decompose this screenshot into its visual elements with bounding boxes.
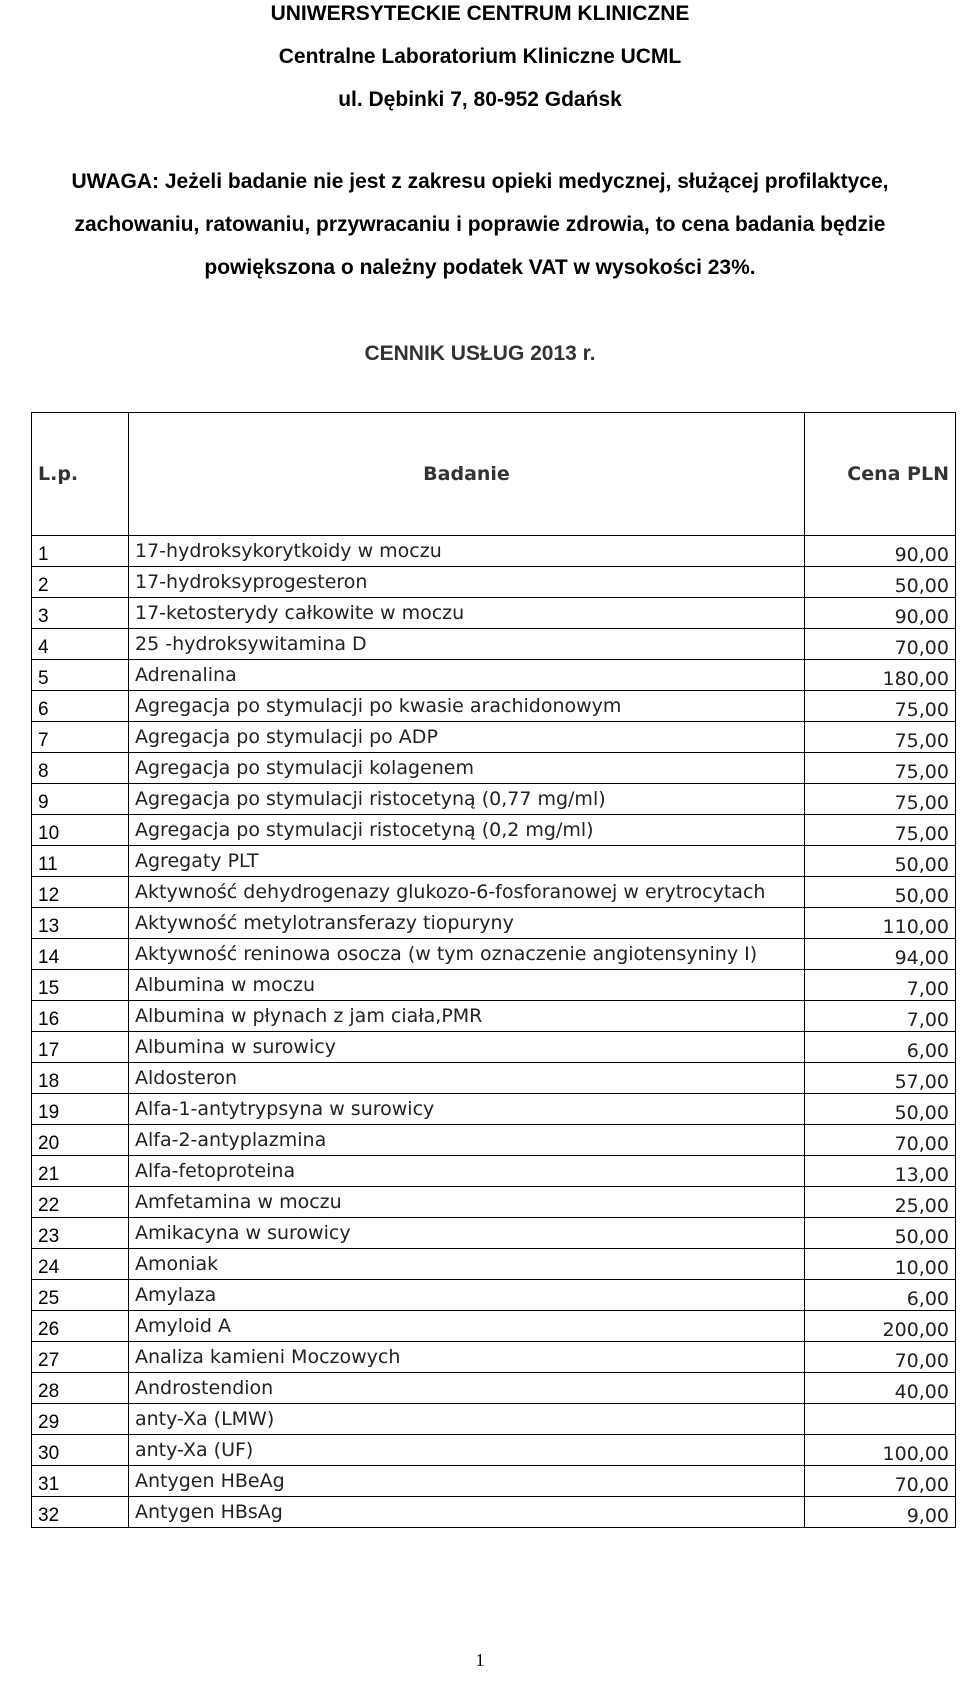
- cell-lp: 5: [32, 660, 129, 691]
- cell-price: 90,00: [805, 598, 956, 629]
- column-header-price: Cena PLN: [805, 413, 956, 536]
- cell-lp: 10: [32, 815, 129, 846]
- cell-lp: 26: [32, 1311, 129, 1342]
- table-row: [32, 536, 956, 567]
- table-row: [32, 1156, 956, 1187]
- column-header-test: Badanie: [129, 413, 805, 536]
- cell-lp: 7: [32, 722, 129, 753]
- cell-price: 6,00: [805, 1032, 956, 1063]
- cell-price: 50,00: [805, 1218, 956, 1249]
- table-row: [32, 939, 956, 970]
- cell-lp: 25: [32, 1280, 129, 1311]
- cell-test-name: Aktywność reninowa osocza (w tym oznaczenie angiotensyniny I): [129, 939, 805, 970]
- cell-price: 10,00: [805, 1249, 956, 1280]
- cell-test-name: Alfa-2-antyplazmina: [129, 1125, 805, 1156]
- table-row: [32, 1249, 956, 1280]
- cell-test-name: Amylaza: [129, 1280, 805, 1311]
- table-row: [32, 567, 956, 598]
- cell-price: 40,00: [805, 1373, 956, 1404]
- cell-lp: 20: [32, 1125, 129, 1156]
- cell-price: 200,00: [805, 1311, 956, 1342]
- cell-test-name: anty-Xa (LMW): [129, 1404, 805, 1435]
- table-row: [32, 1311, 956, 1342]
- price-table: [31, 412, 956, 1528]
- table-row: [32, 1280, 956, 1311]
- table-row: [32, 1404, 956, 1435]
- table-row: [32, 815, 956, 846]
- cell-lp: 15: [32, 970, 129, 1001]
- cell-price: 7,00: [805, 970, 956, 1001]
- cell-lp: 32: [32, 1497, 129, 1528]
- cell-test-name: 17-hydroksykorytkoidy w moczu: [129, 536, 805, 567]
- cell-price: 100,00: [805, 1435, 956, 1466]
- cell-lp: 13: [32, 908, 129, 939]
- cell-lp: 2: [32, 567, 129, 598]
- cell-price: 9,00: [805, 1497, 956, 1528]
- table-row: [32, 846, 956, 877]
- cell-price: 70,00: [805, 1466, 956, 1497]
- notice-line-1: UWAGA: Jeżeli badanie nie jest z zakresu opieki medycznej, służącej profilaktyce,: [71, 170, 889, 193]
- cell-price: 75,00: [805, 753, 956, 784]
- table-row: [32, 1466, 956, 1497]
- cell-lp: 24: [32, 1249, 129, 1280]
- table-row: [32, 598, 956, 629]
- cell-lp: 6: [32, 691, 129, 722]
- cell-lp: 14: [32, 939, 129, 970]
- table-row: [32, 753, 956, 784]
- cell-test-name: Agregacja po stymulacji ristocetyną (0,2 mg/ml): [129, 815, 805, 846]
- cell-lp: 4: [32, 629, 129, 660]
- cell-test-name: Amikacyna w surowicy: [129, 1218, 805, 1249]
- cell-price: [805, 1404, 956, 1435]
- cell-test-name: Amfetamina w moczu: [129, 1187, 805, 1218]
- cell-test-name: 17-ketosterydy całkowite w moczu: [129, 598, 805, 629]
- cell-lp: 28: [32, 1373, 129, 1404]
- cell-lp: 23: [32, 1218, 129, 1249]
- cell-lp: 18: [32, 1063, 129, 1094]
- cell-test-name: anty-Xa (UF): [129, 1435, 805, 1466]
- table-row: [32, 1125, 956, 1156]
- cell-price: 75,00: [805, 691, 956, 722]
- address: ul. Dębinki 7, 80-952 Gdańsk: [338, 88, 622, 111]
- cell-lp: 31: [32, 1466, 129, 1497]
- cell-price: 180,00: [805, 660, 956, 691]
- cell-price: 75,00: [805, 815, 956, 846]
- cell-lp: 8: [32, 753, 129, 784]
- vat-notice: [8, 160, 952, 289]
- cell-test-name: Aktywność metylotransferazy tiopuryny: [129, 908, 805, 939]
- cell-lp: 30: [32, 1435, 129, 1466]
- cell-test-name: Alfa-1-antytrypsyna w surowicy: [129, 1094, 805, 1125]
- cell-test-name: Analiza kamieni Moczowych: [129, 1342, 805, 1373]
- department-name: Centralne Laboratorium Kliniczne UCML: [278, 45, 682, 68]
- cell-test-name: 25 -hydroksywitamina D: [129, 629, 805, 660]
- cell-test-name: 17-hydroksyprogesteron: [129, 567, 805, 598]
- cell-test-name: Androstendion: [129, 1373, 805, 1404]
- table-row: [32, 877, 956, 908]
- table-row: [32, 1497, 956, 1528]
- notice-line-2: zachowaniu, ratowaniu, przywracaniu i poprawie zdrowia, to cena badania będzie: [74, 213, 886, 236]
- cell-test-name: Agregaty PLT: [129, 846, 805, 877]
- document-header: [0, 0, 960, 121]
- cell-test-name: Amoniak: [129, 1249, 805, 1280]
- institution-name: UNIWERSYTECKIE CENTRUM KLINICZNE: [270, 2, 690, 25]
- cell-price: 7,00: [805, 1001, 956, 1032]
- cell-price: 75,00: [805, 722, 956, 753]
- cell-price: 50,00: [805, 877, 956, 908]
- cell-price: 50,00: [805, 567, 956, 598]
- cell-price: 50,00: [805, 1094, 956, 1125]
- cell-lp: 11: [32, 846, 129, 877]
- table-row: [32, 1094, 956, 1125]
- cell-lp: 3: [32, 598, 129, 629]
- cell-price: 57,00: [805, 1063, 956, 1094]
- cell-price: 110,00: [805, 908, 956, 939]
- table-row: [32, 1001, 956, 1032]
- table-row: [32, 1187, 956, 1218]
- cell-test-name: Adrenalina: [129, 660, 805, 691]
- cell-lp: 16: [32, 1001, 129, 1032]
- cell-price: 70,00: [805, 629, 956, 660]
- notice-line-3: powiększona o należny podatek VAT w wysokości 23%.: [204, 256, 756, 279]
- cell-lp: 1: [32, 536, 129, 567]
- price-list-title: CENNIK USŁUG 2013 r.: [364, 342, 596, 365]
- table-row: [32, 784, 956, 815]
- cell-price: 90,00: [805, 536, 956, 567]
- cell-test-name: Alfa-fetoproteina: [129, 1156, 805, 1187]
- cell-lp: 29: [32, 1404, 129, 1435]
- table-row: [32, 970, 956, 1001]
- cell-price: 6,00: [805, 1280, 956, 1311]
- cell-lp: 19: [32, 1094, 129, 1125]
- cell-test-name: Aldosteron: [129, 1063, 805, 1094]
- table-body: [32, 536, 956, 1528]
- cell-test-name: Albumina w moczu: [129, 970, 805, 1001]
- cell-test-name: Agregacja po stymulacji ristocetyną (0,77 mg/ml): [129, 784, 805, 815]
- cell-price: 75,00: [805, 784, 956, 815]
- table-row: [32, 629, 956, 660]
- cell-price: 13,00: [805, 1156, 956, 1187]
- cell-test-name: Albumina w płynach z jam ciała,PMR: [129, 1001, 805, 1032]
- cell-lp: 21: [32, 1156, 129, 1187]
- table-row: [32, 1032, 956, 1063]
- cell-test-name: Agregacja po stymulacji po kwasie arachidonowym: [129, 691, 805, 722]
- cell-lp: 9: [32, 784, 129, 815]
- cell-lp: 12: [32, 877, 129, 908]
- table-row: [32, 1063, 956, 1094]
- cell-lp: 17: [32, 1032, 129, 1063]
- table-header-row: [32, 413, 956, 536]
- cell-test-name: Antygen HBsAg: [129, 1497, 805, 1528]
- table-row: [32, 660, 956, 691]
- cell-test-name: Amyloid A: [129, 1311, 805, 1342]
- cell-lp: 27: [32, 1342, 129, 1373]
- cell-test-name: Albumina w surowicy: [129, 1032, 805, 1063]
- column-header-lp: L.p.: [32, 413, 129, 536]
- table-row: [32, 722, 956, 753]
- table-row: [32, 1435, 956, 1466]
- cell-price: 70,00: [805, 1125, 956, 1156]
- cell-test-name: Aktywność dehydrogenazy glukozo-6-fosforanowej w erytrocytach: [129, 877, 805, 908]
- cell-price: 70,00: [805, 1342, 956, 1373]
- cell-price: 50,00: [805, 846, 956, 877]
- table-row: [32, 908, 956, 939]
- cell-test-name: Agregacja po stymulacji po ADP: [129, 722, 805, 753]
- table-row: [32, 691, 956, 722]
- table-row: [32, 1218, 956, 1249]
- cell-test-name: Agregacja po stymulacji kolagenem: [129, 753, 805, 784]
- cell-price: 94,00: [805, 939, 956, 970]
- table-row: [32, 1373, 956, 1404]
- cell-test-name: Antygen HBeAg: [129, 1466, 805, 1497]
- cell-lp: 22: [32, 1187, 129, 1218]
- page-number: 1: [475, 1650, 485, 1670]
- table-row: [32, 1342, 956, 1373]
- cell-price: 25,00: [805, 1187, 956, 1218]
